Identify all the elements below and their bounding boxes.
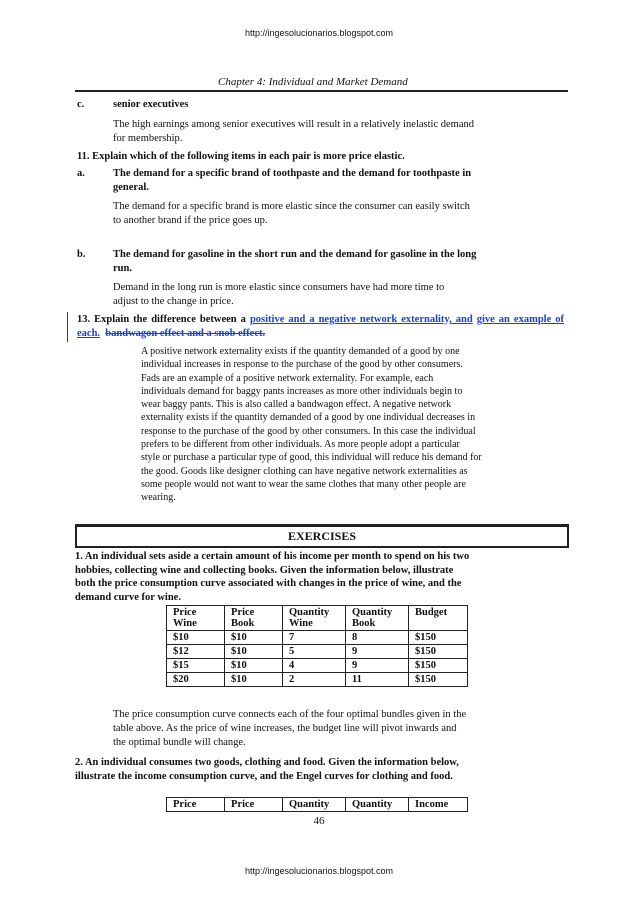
table-header-row [167, 606, 468, 631]
exercises-banner: EXERCISES [75, 524, 569, 548]
answer-line: prefers to be different from other individuals. As more people adopt a particular [141, 439, 460, 451]
answer-line: for membership. [113, 133, 183, 144]
answer-line: style or purchase a particular type of good, this individual will reduce his demand for [141, 452, 482, 464]
chapter-number: 4 [256, 76, 263, 88]
table-cell: 11 [346, 673, 409, 687]
answer-line: some people would not want to wear the same clothes that many other people are [141, 478, 466, 490]
q11-a-label: a. [77, 168, 85, 179]
prompt-line: 1. An individual sets aside a certain amount of his income per month to spend on his two [75, 551, 470, 562]
answer-line: the optimal bundle will change. [113, 737, 246, 748]
footer-url[interactable]: http://ingesolucionarios.blogspot.com [244, 866, 394, 876]
chapter-title: Individual and Market Demand [268, 76, 408, 88]
table-header-cell: Price Book [225, 606, 283, 631]
answer-line: to another brand if the price goes up. [113, 215, 268, 226]
table-cell: 9 [346, 645, 409, 659]
answer-line: The demand for a specific brand is more elastic since the consumer can easily switch [113, 201, 470, 212]
item-c-answer [77, 118, 564, 146]
table-cell: $10 [225, 659, 283, 673]
table-header-cell: Quantity [346, 798, 409, 812]
q11-b-heading-line: run. [113, 263, 132, 274]
table-row [167, 631, 468, 645]
page-number: 46 [313, 815, 325, 827]
chapter-prefix: Chapter [218, 76, 255, 88]
answer-line: response to the purchase of the good by other consumers. In this case the individual [141, 425, 476, 437]
table-cell: 8 [346, 631, 409, 645]
table-header-cell: Price [167, 798, 225, 812]
answer-line: table above. As the price of wine increases, the budget line will pivot inwards and [113, 723, 457, 734]
item-c-label: c. [77, 99, 85, 110]
table-cell: $15 [167, 659, 225, 673]
q13-answer [141, 345, 556, 505]
q13-heading-link[interactable]: positive and a negative network externality, and [249, 314, 473, 325]
table-header-cell: Quantity Book [346, 606, 409, 631]
exercise-1-answer [113, 708, 558, 750]
table-cell: $150 [409, 659, 468, 673]
table-header-cell: Budget [409, 606, 468, 631]
prompt-line: demand curve for wine. [75, 591, 181, 603]
table-cell: $10 [167, 631, 225, 645]
item-c-heading: senior executives [113, 99, 189, 110]
wine-book-table [166, 605, 468, 687]
prompt-line: 2. An individual consumes two goods, clothing and food. Given the information below, [75, 757, 459, 768]
prompt-line: illustrate the income consumption curve, and the Engel curves for clothing and food. [75, 770, 453, 782]
item-c [77, 98, 564, 112]
exercise-2-prompt [75, 756, 565, 783]
table-cell: 7 [283, 631, 346, 645]
table-cell: $12 [167, 645, 225, 659]
answer-line: wear baggy pants. This is also called a bandwagon effect. A negative network [141, 399, 452, 411]
table-cell: $150 [409, 631, 468, 645]
revision-change-bar [67, 312, 68, 342]
table-header-cell: Price Wine [167, 606, 225, 631]
q11-b [77, 248, 564, 276]
answer-line: the good. Goods like designer clothing can have negative network externalities as [141, 465, 468, 477]
q11-a [77, 167, 564, 195]
table-row [167, 673, 468, 687]
clothing-food-table [166, 797, 468, 812]
table-header-cell: Quantity [283, 798, 346, 812]
q13-heading-link[interactable]: give an example of each. [77, 314, 564, 339]
table-cell: $10 [225, 631, 283, 645]
q11-a-heading-line: general. [113, 182, 149, 193]
chapter-heading: Chapter 4: Individual and Market Demand [218, 76, 408, 88]
answer-line: The price consumption curve connects each of the four optimal bundles given in the [113, 709, 467, 720]
q13-heading [77, 313, 564, 341]
answer-line: adjust to the change in price. [113, 296, 234, 307]
answer-line: wearing. [141, 492, 176, 504]
table-cell: $10 [225, 645, 283, 659]
table-header-cell: Quantity Wine [283, 606, 346, 631]
answer-line: The high earnings among senior executives will result in a relatively inelastic demand [113, 119, 474, 130]
table-header-row [167, 798, 468, 812]
table-cell: 5 [283, 645, 346, 659]
q11-heading: 11. Explain which of the following items in each pair is more price elastic. [77, 151, 405, 162]
q13-heading-start: 13. Explain the difference between a [77, 314, 250, 325]
q11-b-answer [77, 281, 564, 309]
table-cell: $150 [409, 645, 468, 659]
prompt-line: both the price consumption curve associated with changes in the price of wine, and the [75, 578, 462, 589]
table-cell: 2 [283, 673, 346, 687]
table-header-cell: Income [409, 798, 468, 812]
header-url[interactable]: http://ingesolucionarios.blogspot.com [244, 28, 394, 38]
q13-deleted-text: bandwagon effect and a snob effect. [105, 328, 266, 339]
table-cell: $10 [225, 673, 283, 687]
q11-b-label: b. [77, 249, 86, 260]
table-cell: 4 [283, 659, 346, 673]
table-cell: 9 [346, 659, 409, 673]
answer-line: A positive network externality exists if the quantity demanded of a good by one [141, 346, 460, 357]
answer-line: Fads are an example of a positive network externality. For example, each [141, 372, 434, 384]
answer-line: externality exists if the quantity demanded of a good by one individual decreases in [141, 412, 476, 424]
table-cell: $150 [409, 673, 468, 687]
q11-b-heading-line: The demand for gasoline in the short run and the demand for gasoline in the long [113, 249, 477, 260]
table-row [167, 645, 468, 659]
answer-line: individuals demand for baggy pants increases as more other individuals begin to [141, 385, 463, 397]
prompt-line: hobbies, collecting wine and collecting books. Given the information below, illustrate [75, 564, 454, 576]
table-row [167, 659, 468, 673]
exercise-1-prompt [75, 550, 565, 604]
answer-line: Demand in the long run is more elastic since consumers have had more time to [113, 282, 445, 293]
table-cell: $20 [167, 673, 225, 687]
answer-line: individual increases in response to the purchase of the good by other consumers. [141, 359, 463, 371]
header-rule [75, 90, 568, 92]
q11-a-heading-line: The demand for a specific brand of toothpaste and the demand for toothpaste in [113, 168, 472, 179]
q11-a-answer [77, 200, 564, 228]
table-header-cell: Price [225, 798, 283, 812]
